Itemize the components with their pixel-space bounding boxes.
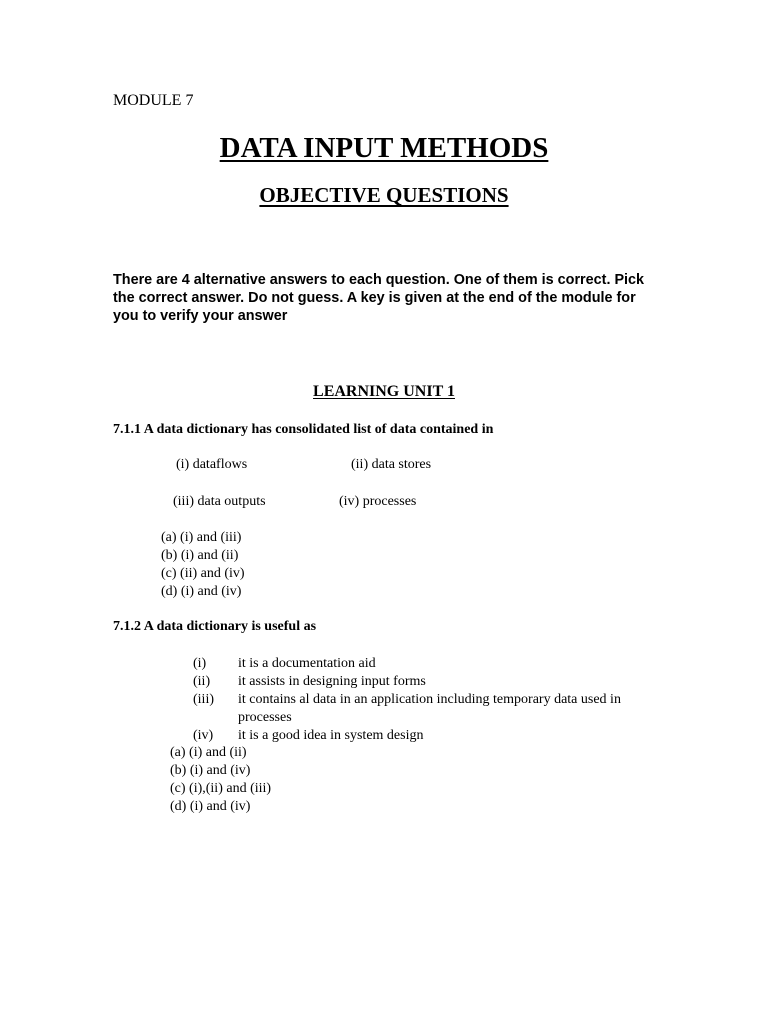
- q1-item-iii: (iii) data outputs: [173, 494, 266, 509]
- module-label: MODULE 7: [113, 92, 194, 109]
- q2-choice-a: (a) (i) and (ii): [170, 745, 247, 760]
- q1-choice-c: (c) (ii) and (iv): [161, 566, 245, 581]
- question-7-1-1-stem: 7.1.1 A data dictionary has consolidated list of data contained in: [113, 422, 494, 437]
- q2-item-ii-text: it assists in designing input forms: [238, 674, 426, 689]
- q2-item-iii-continued-text: processes: [238, 710, 292, 725]
- unit-heading: LEARNING UNIT 1: [313, 383, 455, 400]
- q1-choice-d: (d) (i) and (iv): [161, 584, 242, 599]
- q2-choices: [170, 744, 271, 816]
- q2-item-iv-text: it is a good idea in system design: [238, 728, 424, 743]
- q2-item-i-number: (i): [193, 656, 207, 671]
- q2-choice-c: (c) (i),(ii) and (iii): [170, 781, 272, 796]
- q1-item-ii: (ii) data stores: [351, 457, 432, 472]
- q1-item-iv: (iv) processes: [339, 494, 417, 509]
- q1-choice-a: (a) (i) and (iii): [161, 530, 242, 545]
- q2-item-iii-text: it contains al data in an application including temporary data used in: [238, 692, 621, 707]
- page-subtitle: OBJECTIVE QUESTIONS: [259, 183, 509, 207]
- question-7-1-2-stem: 7.1.2 A data dictionary is useful as: [113, 619, 317, 634]
- q1-choices: [161, 529, 245, 601]
- q2-item-i-text: it is a documentation aid: [238, 656, 376, 671]
- q2-item-iv-number: (iv): [193, 728, 214, 743]
- q2-item-iii-number: (iii): [193, 692, 214, 707]
- q2-choice-d: (d) (i) and (iv): [170, 799, 251, 814]
- q2-item-ii-number: (ii): [193, 674, 211, 689]
- q1-choice-b: (b) (i) and (ii): [161, 548, 239, 563]
- q2-choice-b: (b) (i) and (iv): [170, 763, 251, 778]
- page-title: DATA INPUT METHODS: [219, 132, 549, 164]
- instructions-paragraph: There are 4 alternative answers to each question. One of them is correct. Pick the correct answer. Do not guess. A key is given at the end of the module for you to verify your answer: [113, 272, 645, 324]
- q1-item-i: (i) dataflows: [176, 457, 248, 472]
